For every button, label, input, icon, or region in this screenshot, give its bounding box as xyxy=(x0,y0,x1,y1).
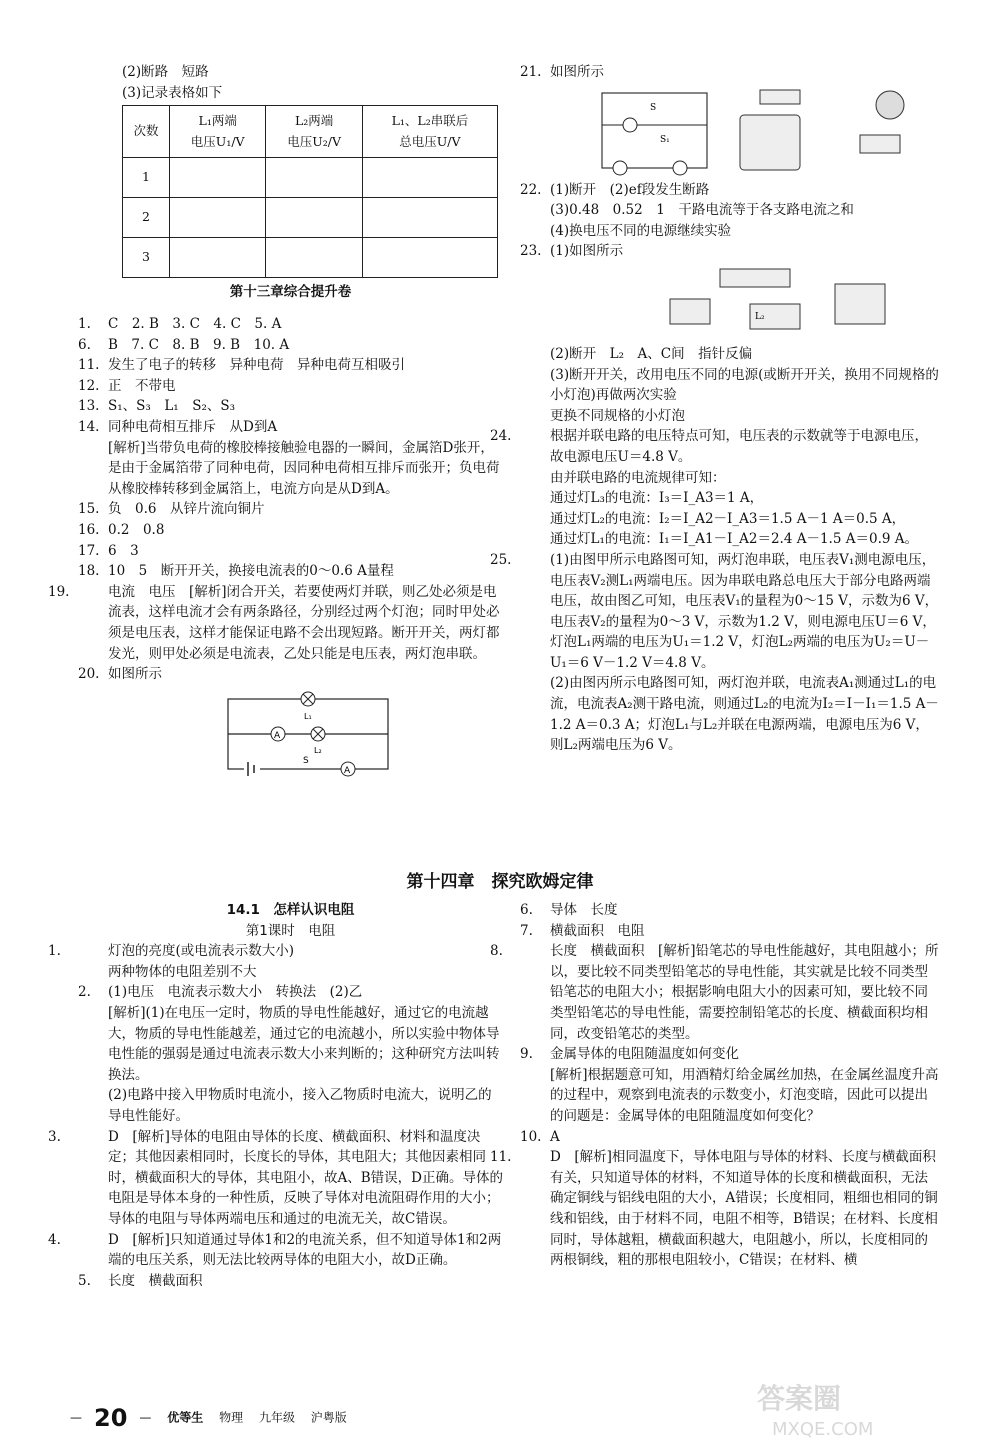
answer-line: 8. 长度 横截面积 [解析]铅笔芯的导电性能越好，其电阻越小；所以，要比较不同类型铅笔芯的导电性能，其实就是比较不同类型铅笔芯的电阻大小；根据影响电阻大小的因素可知，要比较不同类型铅笔芯的导电性能，需要控制铅笔芯的长度、横截面积均相同，改变铅笔芯的类型。 xyxy=(490,943,939,1042)
chapter-title: 第十四章 探究欧姆定律 xyxy=(406,872,594,892)
right-column-bottom xyxy=(490,900,940,1271)
answer-line: (4)换电压不同的电源继续实验 xyxy=(550,222,732,239)
svg-text:答案圈: 答案圈 xyxy=(757,1382,842,1415)
grade: 九年级 xyxy=(258,1410,295,1425)
answer-line: 11. D [解析]相同温度下，导体电阻与导体的材料、长度与横截面积有关，只知道导体的材料，不知道导体的长度和横截面积，无法确定铜线与铝线电阻的大小，A错误；长度相同，粗细也相同的铜线和铝线，由于材料不同，电阻不相等，B错误；在材料、长度相同时，导体越粗，横截面积越大，电阻越小，所以，长度相同的两根铜线，粗的那根电阻较小，C错误；在材料、横 xyxy=(490,1149,938,1269)
lesson-title: 第1课时 电阻 xyxy=(245,922,336,939)
answer-line: 15. 负 0.6 从锌片流向铜片 xyxy=(78,501,265,518)
answer-line: 14. 同种电荷相互排斥 从D到A xyxy=(78,418,278,435)
analysis-text: (2)电路中接入甲物质时电流小，接入乙物质时电流大，说明乙的导电性能好。 xyxy=(108,1087,492,1124)
answer-line: 17. 6 3 xyxy=(78,542,139,559)
table-header: 次数 xyxy=(123,106,170,158)
answer-line: (2)断开 L₂ A、C间 指针反偏 xyxy=(550,345,753,362)
answer-line: (2)由图丙所示电路图可知，两灯泡并联，电流表A₁测通过L₁的电流，电流表A₂测干路电流，则通过L₂的电流为I₂＝I－I₁＝1.5 A－1.2 A＝0.3 A；灯泡L₁与L₂并联在电源两端，电源电压为6 V，则L₂两端电压为6 V。 xyxy=(550,675,939,754)
page-footer: — 20 — 优等生 物理 九年级 沪粤版 xyxy=(70,1404,347,1432)
table-header: L₁、L₂串联后 总电压U/V xyxy=(362,106,497,158)
apparatus-diagram-23 xyxy=(660,264,960,344)
answer-line: 12. 正 不带电 xyxy=(78,377,176,394)
answer-line: 3. D [解析]导体的电阻由导体的长度、横截面积、材料和温度决定；其他因素相同时，长度长的导体，其电阻大；其他因素相同时，横截面积大的导体，其电阻小，故A、B错误，D正确。导体的电阻是导体本身的一种性质，反映了导体对电流阻碍作用的大小；导体的电阻与导体两端电压和通过的电流无关，故C错误。 xyxy=(48,1128,503,1227)
left-column-top xyxy=(78,62,503,304)
answer-line: 23. (1)如图所示 xyxy=(520,243,624,260)
svg-text:S: S xyxy=(650,102,657,113)
answer-line: 18. 10 5 断开开关，换接电流表的0～0.6 A量程 xyxy=(78,563,394,580)
answer-line: 7. 横截面积 电阻 xyxy=(520,922,645,939)
answer-line: (3)记录表格如下 xyxy=(122,84,223,101)
left-column-answers xyxy=(48,314,503,784)
answer-line: (3)0.48 0.52 1 干路电流等于各支路电流之和 xyxy=(550,202,854,219)
svg-text:S: S xyxy=(303,755,309,766)
answer-line: 22. (1)断开 (2)ef段发生断路 xyxy=(520,181,710,198)
table-cell: 2 xyxy=(123,198,170,238)
answer-line: (2)断路 短路 xyxy=(122,64,209,80)
answer-line: 16. 0.2 0.8 xyxy=(78,521,165,538)
section-title: 14.1 怎样认识电阻 xyxy=(226,902,355,918)
answer-line: 更换不同规格的小灯泡 xyxy=(550,407,685,424)
answer-line: 19. 电流 电压 [解析]闭合开关，若要使两灯并联，则乙处必须是电流表，这样电流才会有两条路径，分别经过两个灯泡；同时甲处必须是电压表，这样才能保证电路不会出现短路。断开开关，两灯都发光，则甲处必须是电流表，乙处只能是电压表，两灯泡串联。 xyxy=(48,583,500,662)
analysis-text: [解析]当带负电荷的橡胶棒接触验电器的一瞬间，金属箔D张开，是由于金属箔带了同种电荷，因同种电荷相互排斥而张开；负电荷从橡胶棒转移到金属箔上，电流方向是从D到A。 xyxy=(108,439,500,497)
section-title: 第十三章综合提升卷 xyxy=(229,284,352,301)
answer-line: 2. (1)电压 电流表示数大小 转换法 (2)乙 xyxy=(78,984,363,1001)
watermark-logo xyxy=(752,1373,932,1443)
svg-text:A: A xyxy=(274,730,281,741)
table-header: L₂两端 电压U₂/V xyxy=(266,106,362,158)
circuit-diagram-20 xyxy=(208,689,408,784)
right-column-answers xyxy=(490,62,940,756)
apparatus-photo xyxy=(740,90,904,170)
answer-line: 21. 如图所示 xyxy=(520,64,604,80)
answer-line: 9. 金属导体的电阻随温度如何变化 xyxy=(520,1046,739,1063)
answer-line: 20. 如图所示 xyxy=(78,666,162,683)
svg-text:A: A xyxy=(344,765,351,776)
table-cell: 1 xyxy=(123,158,170,198)
table-cell: 3 xyxy=(123,238,170,278)
left-column-bottom xyxy=(48,900,503,1291)
edition: 沪粤版 xyxy=(310,1410,347,1425)
answer-line: 由并联电路的电流规律可知： 通过灯L₃的电流：I₃＝I_A3＝1 A， 通过灯L₂的电流：I₂＝I_A2－I_A3＝1.5 A－1 A＝0.5 A， 通过灯L₁的电流：I₁＝I_A1－I_A2＝2.4 A－1.5 A＝0.9 A。 xyxy=(550,469,918,548)
answer-line: 6. B 7. C 8. B 9. B 10. A xyxy=(78,336,290,353)
answer-line: 6. 导体 长度 xyxy=(520,902,618,918)
svg-text:L₁: L₁ xyxy=(304,711,312,721)
record-table xyxy=(122,105,498,278)
answer-line: 1. C 2. B 3. C 4. C 5. A xyxy=(78,316,282,332)
analysis-text: [解析](1)在电压一定时，物质的导电性能越好，通过它的电流越大，物质的导电性能越差，通过它的电流越小，所以实验中物体导电性能的强弱是通过电流表示数大小来判断的；这种研究方法叫转换法。 xyxy=(108,1004,500,1083)
answer-line: 1. 灯泡的亮度(或电流表示数大小) 两种物体的电阻差别不大 xyxy=(48,943,295,980)
answer-line: 24. 根据并联电路的电压特点可知，电压表的示数就等于电源电压，故电源电压U＝4.8 V。 xyxy=(490,428,928,465)
answer-line: 5. 长度 横截面积 xyxy=(78,1272,203,1289)
page-number: 20 xyxy=(94,1404,128,1432)
analysis-text: [解析]根据题意可知，用酒精灯给金属丝加热，在金属丝温度升高的过程中，观察到电流表的示数变小，灯泡变暗，因此可以提出的问题是：金属导体的电阻随温度如何变化？ xyxy=(550,1066,939,1124)
table-header: L₁两端 电压U₁/V xyxy=(170,106,266,158)
answer-line: 13. S₁、S₃ L₁ S₂、S₃ xyxy=(78,398,236,415)
svg-text:S₁: S₁ xyxy=(660,134,670,145)
circuit-diagram-21 xyxy=(590,85,950,180)
svg-text:L₂: L₂ xyxy=(314,745,322,755)
brand: 优等生 xyxy=(167,1410,204,1425)
answer-line: 11. 发生了电子的转移 异种电荷 异种电荷互相吸引 xyxy=(78,357,405,374)
answer-line: (3)断开开关，改用电压不同的电源(或断开开关，换用不同规格的小灯泡)再做两次实验 xyxy=(550,366,939,404)
answer-line: 4. D [解析]只知道通过导体1和2的电流关系，但不知道导体1和2两端的电压关系，则无法比较两导体的电阻大小，故D正确。 xyxy=(48,1231,502,1269)
answer-line: 10. A xyxy=(520,1128,560,1145)
svg-text:MXQE.COM: MXQE.COM xyxy=(772,1419,874,1440)
answer-line: 25. (1)由图甲所示电路图可知，两灯泡串联，电压表V₁测电源电压，电压表V₂测L₁两端电压。因为串联电路总电压大于部分电路两端电压，故由图乙可知，电压表V₁的量程为0～15 V，示数为6 V，电压表V₂的量程为0～3 V，示数为1.2 V，则电源电压U＝6 V，灯泡L₁两端的电压为U₁＝1.2 V，灯泡L₂两端的电压为U₂＝U－U₁＝6 V－1.2 V＝4.8 V。 xyxy=(490,551,939,671)
subject: 物理 xyxy=(219,1410,244,1425)
svg-text:L₂: L₂ xyxy=(755,311,765,322)
